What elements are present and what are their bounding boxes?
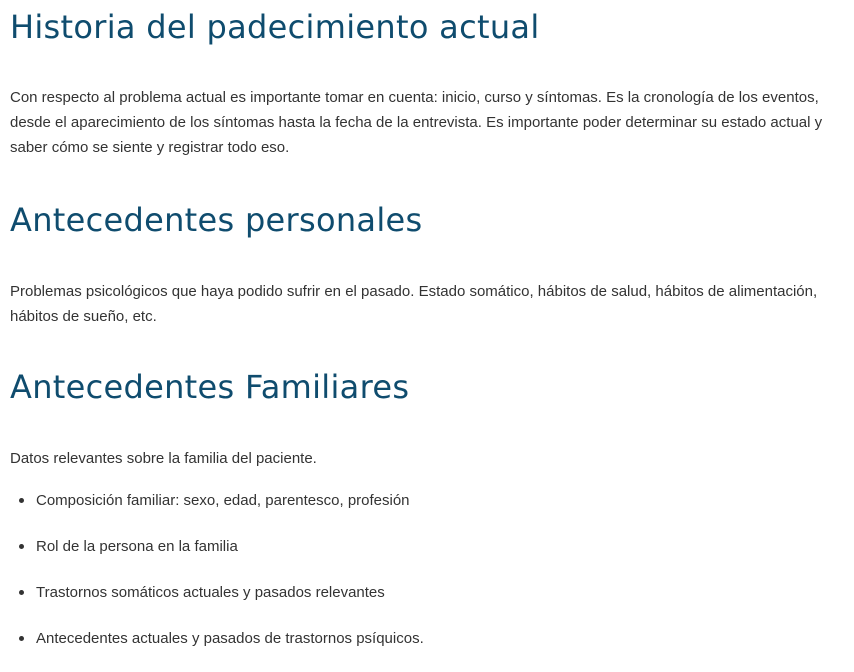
list-item (10, 626, 424, 651)
list-item-text: Antecedentes actuales y pasados de trastornos psíquicos. (36, 630, 424, 647)
bullet-icon (19, 498, 24, 503)
list-item-text: Trastornos somáticos actuales y pasados relevantes (36, 584, 385, 601)
list-item (10, 488, 424, 513)
bullet-icon (19, 636, 24, 641)
familiares-bullet-list (10, 488, 424, 672)
list-item (10, 580, 424, 605)
section-title-antecedentes-familiares: Antecedentes Familiares (10, 368, 410, 406)
list-item (10, 534, 424, 559)
section-title-historia: Historia del padecimiento actual (10, 8, 540, 46)
list-item-text: Composición familiar: sexo, edad, parentesco, profesión (36, 492, 410, 509)
section-title-antecedentes-personales: Antecedentes personales (10, 201, 423, 239)
section-text-antecedentes-familiares: Datos relevantes sobre la familia del paciente. (10, 450, 317, 467)
bullet-icon (19, 544, 24, 549)
list-item-text: Rol de la persona en la familia (36, 538, 238, 555)
section-text-antecedentes-personales: Problemas psicológicos que haya podido sufrir en el pasado. Estado somático, hábitos de salud, hábitos de alimentación, hábitos de sueño, etc. (10, 283, 818, 325)
bullet-icon (19, 590, 24, 595)
section-text-historia: Con respecto al problema actual es importante tomar en cuenta: inicio, curso y síntomas. Es la cronología de los eventos, desde el aparecimiento de los síntomas hasta la fecha de la entrevista. Es importante poder determinar su estado actual y saber cómo se siente y registrar todo eso. (10, 89, 823, 156)
